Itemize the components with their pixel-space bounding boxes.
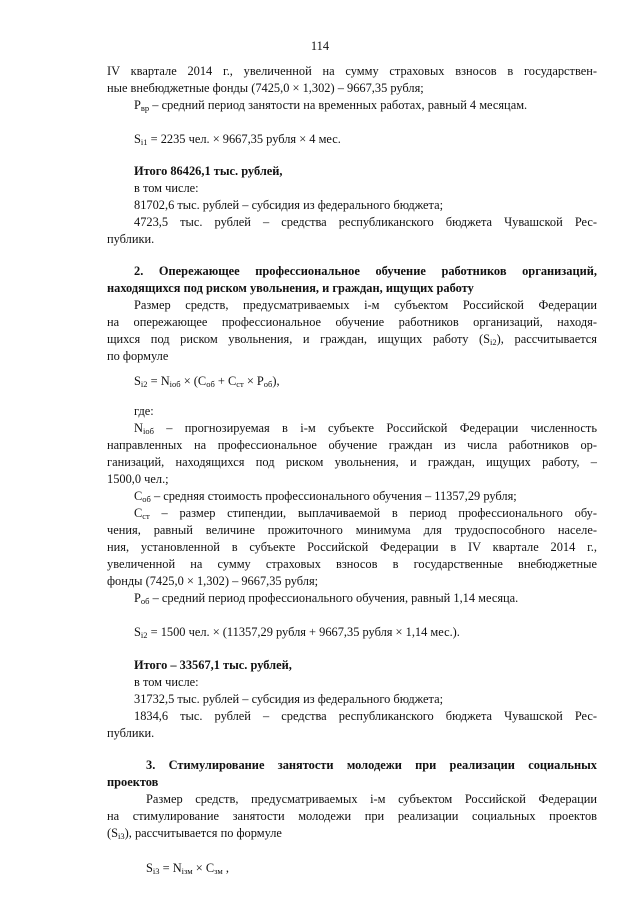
- text-line: увеличенной на сумму страховых взносов в государственные внебюджетные: [107, 557, 597, 571]
- text-line: 81702,6 тыс. рублей – субсидия из федерального бюджета;: [134, 198, 444, 212]
- text-line: ные внебюджетные фонды (7425,0 × 1,302) – 9667,35 рубля;: [107, 81, 424, 95]
- text-line: чения, равный величине прожиточного минимума для трудоспособного населе-: [107, 523, 597, 537]
- text-line: на опережающее профессиональное обучение работников организаций, находя-: [107, 315, 597, 329]
- text-line: $P_{об}$ – средний период профессионального обучения, равный 1,14 месяца.: [134, 591, 519, 606]
- section-heading: 2. Опережающее профессиональное обучение работников организаций,: [134, 264, 597, 278]
- page-number: 114: [310, 39, 330, 53]
- text-line: где:: [134, 404, 154, 418]
- text-line: ния, установленной в субъекте Российской Федерации в IV квартале 2014 г.,: [107, 540, 597, 554]
- section-heading: находящихся под риском увольнения, и граждан, ищущих работу: [107, 281, 474, 295]
- text-line: щихся под риском увольнения, и граждан, ищущих работу $(S_{i2})$, рассчитывается: [107, 332, 597, 347]
- text-line: публики.: [107, 232, 155, 246]
- text-line: ганизаций, находящихся под риском увольнения, и граждан, ищущих работу, –: [107, 455, 597, 469]
- text-line: $N_{iоб}$ – прогнозируемая в i-м субъекте Российской Федерации численность: [134, 421, 597, 436]
- text-line: по формуле: [107, 349, 169, 363]
- text-line: $P_{вр}$ – средний период занятости на временных работах, равный 4 месяцам.: [134, 98, 528, 113]
- formula-s-i3: $S_{i3} = N_{iзм} \times C_{зм}$ ,: [146, 861, 229, 876]
- total-heading: Итого 86426,1 тыс. рублей,: [134, 164, 283, 178]
- text-line: фонды (7425,0 × 1,302) – 9667,35 рубля;: [107, 574, 319, 588]
- formula-s-i2-calc: $S_{i2} = 1500$ чел. × (11357,29 рубля + 9667,35 рубля × 1,14 мес.).: [134, 625, 460, 640]
- section-heading: 3. Стимулирование занятости молодежи при реализации социальных: [146, 758, 597, 772]
- text-line: Размер средств, предусматриваемых i-м субъектом Российской Федерации: [146, 792, 597, 806]
- text-line: $C_{ст}$ – размер стипендии, выплачиваемой в период профессионального обу-: [134, 506, 597, 521]
- text-line: IV кварталe 2014 г., увеличенной на сумму страховых взносов в государствен-: [107, 64, 597, 78]
- text-line: 1834,6 тыс. рублей – средства республиканского бюджета Чувашской Рес-: [134, 709, 597, 723]
- formula-s-i2: $S_{i2} = N_{iоб} \times (C_{об} + C_{ст} \times P_{об})$,: [134, 374, 280, 389]
- formula-s-i1: $S_{i1} = 2235$ чел. × 9667,35 рубля × 4 мес.: [134, 132, 341, 147]
- total-heading: Итого – 33567,1 тыс. рублей,: [134, 658, 292, 672]
- text-line: на стимулирование занятости молодежи при реализации социальных проектов: [107, 809, 597, 823]
- text-line: Размер средств, предусматриваемых i-м субъектом Российской Федерации: [134, 298, 597, 312]
- text-line: $C_{об}$ – средняя стоимость профессионального обучения – 11357,29 рубля;: [134, 489, 517, 504]
- section-heading: проектов: [107, 775, 159, 789]
- text-line: 4723,5 тыс. рублей – средства республиканского бюджета Чувашской Рес-: [134, 215, 597, 229]
- text-line: 31732,5 тыс. рублей – субсидия из федерального бюджета;: [134, 692, 444, 706]
- text-line: 1500,0 чел.;: [107, 472, 169, 486]
- text-line: в том числе:: [134, 675, 199, 689]
- text-line: в том числе:: [134, 181, 199, 195]
- text-line: направленных на профессиональное обучение граждан из числа работников ор-: [107, 438, 597, 452]
- text-line: $(S_{i3})$, рассчитывается по формуле: [107, 826, 282, 841]
- text-line: публики.: [107, 726, 155, 740]
